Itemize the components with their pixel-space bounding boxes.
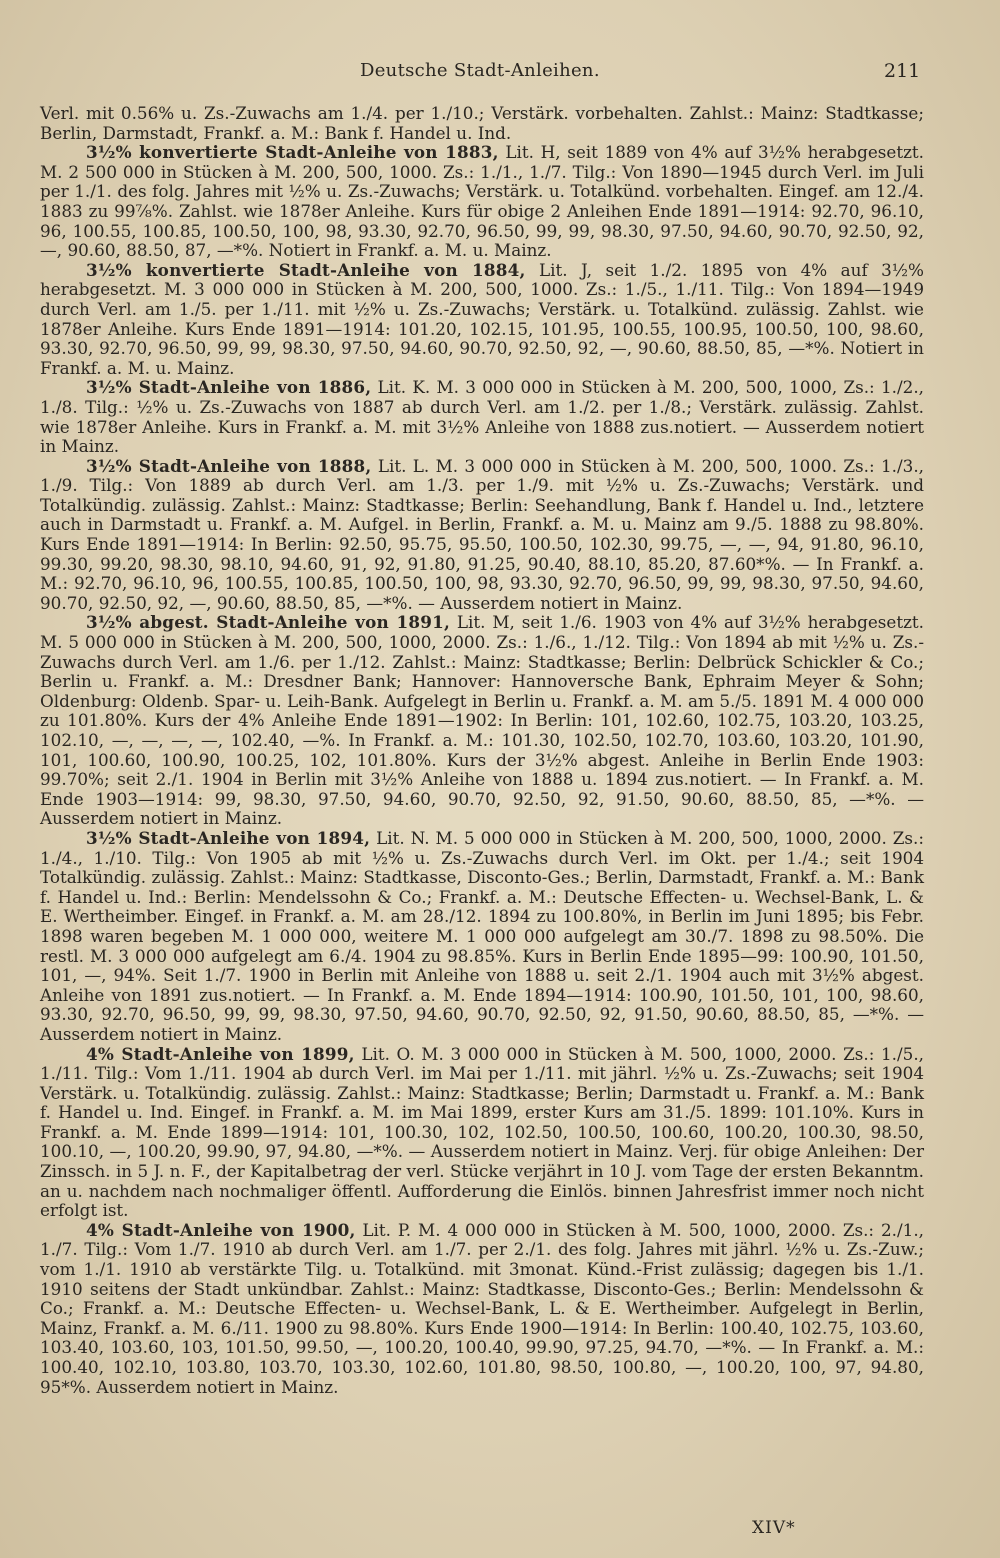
entry-anleihe-1888 <box>40 457 924 614</box>
entry-heading: 3½% konvertierte Stadt-Anleihe von 1884, <box>86 259 526 280</box>
entry-anleihe-1894 <box>40 829 924 1045</box>
page-number: 211 <box>884 60 921 82</box>
entry-text: Lit. J, seit 1./2. 1895 von 4% auf 3½% herabgesetzt. M. 3 000 000 in Stücken à M. 200, 500, 1000. Zs.: 1./5., 1./11. Tilg.: Von 1894—1949 durch Verl. am 1./5. per 1./11. mit ½% u. Zs.-Zuwachs; Verstärk. u. Totalkünd. zulässig. Zahlst. wie 1878er Anleihe. Kurs Ende 1891—1914: 101.20, 102.15, 101.95, 100.55, 100.95, 100.50, 100, 98.60, 93.30, 92.70, 96.50, 99, 99, 98.30, 97.50, 94.60, 90.70, 92.50, 92, —, 90.60, 88.50, 85, —*%. Notiert in Frankf. a. M. u. Mainz. <box>40 259 924 378</box>
entry-heading: 3½% konvertierte Stadt-Anleihe von 1883, <box>86 142 499 163</box>
entry-anleihe-1891 <box>40 613 924 829</box>
signature-mark: XIV* <box>752 1518 796 1538</box>
running-header: Deutsche Stadt-Anleihen. <box>360 60 600 81</box>
entry-heading: 3½% abgest. Stadt-Anleihe von 1891, <box>86 612 451 633</box>
entry-text: Lit. M, seit 1./6. 1903 von 4% auf 3½% herabgesetzt. M. 5 000 000 in Stücken à M. 200, 500, 1000, 2000. Zs.: 1./6., 1./12. Tilg.: Von 1894 ab mit ½% u. Zs.-Zuwachs durch Verl. am 1./6. per 1./12. Zahlst.: Mainz: Stadtkasse; Berlin: Delbrück Schickler & Co.; Berlin u. Frankf. a. M.: Dresdner Bank; Hannover: Hannoversche Bank, Ephraim Meyer & Sohn; Oldenburg: Oldenb. Spar- u. Leih-Bank. Aufgelegt in Berlin u. Frankf. a. M. am 5./5. 1891 M. 4 000 000 zu 101.80%. Kurs der 4% Anleihe Ende 1891—1902: In Berlin: 101, 102.60, 102.75, 103.20, 103.25, 102.10, —, —, —, —, 102.40, —%. In Frankf. a. M.: 101.30, 102.50, 102.70, 103.60, 103.20, 101.90, 101, 100.60, 100.90, 100.25, 102, 101.80%. Kurs der 3½% abgest. Anleihe in Berlin Ende 1903: 99.70%; seit 2./1. 1904 in Berlin mit 3½% Anleihe von 1888 u. 1894 zus.notiert. — In Frankf. a. M. Ende 1903—1914: 99, 98.30, 97.50, 94.60, 90.70, 92.50, 92, 91.50, 90.60, 88.50, 85, —*%. — Ausserdem notiert in Mainz. <box>40 612 924 829</box>
entry-text: Verl. mit 0.56% u. Zs.-Zuwachs am 1./4. per 1./10.; Verstärk. vorbehalten. Zahlst.: Mainz: Stadtkasse; Berlin, Darmstadt, Frankf. a. M.: Bank f. Handel u. Ind. <box>40 103 924 143</box>
entry-heading: 3½% Stadt-Anleihe von 1888, <box>86 455 372 476</box>
entry-text: Lit. P. M. 4 000 000 in Stücken à M. 500, 1000, 2000. Zs.: 2./1., 1./7. Tilg.: Vom 1./7. 1910 ab durch Verl. am 1./7. per 2./1. des folg. Jahres mit jährl. ½% u. Zs.-Zuw.; vom 1./1. 1910 ab verstärkte Tilg. u. Totalkünd. mit 3monat. Künd.-Frist zulässig; dagegen bis 1./1. 1910 seitens der Stadt unkündbar. Zahlst.: Mainz: Stadtkasse, Disconto-Ges.; Berlin: Mendelssohn & Co.; Frankf. a. M.: Deutsche Effecten- u. Wechsel-Bank, L. & E. Wertheimber. Aufgelegt in Berlin, Mainz, Frankf. a. M. 6./11. 1900 zu 98.80%. Kurs Ende 1900—1914: In Berlin: 100.40, 102.75, 103.60, 103.40, 103.60, 103, 101.50, 99.50, —, 100.20, 100.40, 99.90, 97.25, 94.70, —*%. — In Frankf. a. M.: 100.40, 102.10, 103.80, 103.70, 103.30, 102.60, 101.80, 98.50, 100.80, —, 100.20, 100, 97, 94.80, 95*%. Ausserdem notiert in Mainz. <box>40 1219 924 1397</box>
entry-continuation <box>40 104 924 143</box>
entry-text: Lit. K. M. 3 000 000 in Stücken à M. 200, 500, 1000, Zs.: 1./2., 1./8. Tilg.: ½% u. Zs.-Zuwachs von 1887 ab durch Verl. am 1./2. per 1./8.; Verstärk. zulässig. Zahlst. wie 1878er Anleihe. Kurs in Frankf. a. M. mit 3½% Anleihe von 1888 zus.notiert. — Ausserdem notiert in Mainz. <box>40 377 924 457</box>
entry-text: Lit. L. M. 3 000 000 in Stücken à M. 200, 500, 1000. Zs.: 1./3., 1./9. Tilg.: Von 1889 ab durch Verl. am 1./3. per 1./9. mit ½% u. Zs.-Zuwachs; Verstärk. und Totalkündig. zulässig. Zahlst.: Mainz: Stadtkasse; Berlin: Seehandlung, Bank f. Handel u. Ind., letztere auch in Darmstadt u. Frankf. a. M. Aufgel. in Berlin, Frankf. a. M. u. Mainz am 9./5. 1888 zu 98.80%. Kurs Ende 1891—1914: In Berlin: 92.50, 95.75, 95.50, 100.50, 102.30, 99.75, —, —, 94, 91.80, 96.10, 99.30, 99.20, 98.30, 98.10, 94.60, 91, 92, 91.80, 91.25, 90.40, 88.10, 85.20, 87.60*%. — In Frankf. a. M.: 92.70, 96.10, 96, 100.55, 100.85, 100.50, 100, 98, 93.30, 92.70, 96.50, 99, 99, 98.30, 97.50, 94.60, 90.70, 92.50, 92, —, 90.60, 88.50, 85, —*%. — Ausserdem notiert in Mainz. <box>40 455 924 613</box>
entry-text: Lit. H, seit 1889 von 4% auf 3½% herabgesetzt. M. 2 500 000 in Stücken à M. 200, 500, 1000. Zs.: 1./1., 1./7. Tilg.: Von 1890—1945 durch Verl. im Juli per 1./1. des folg. Jahres mit ½% u. Zs.-Zuwachs; Verstärk. u. Totalkünd. vorbehalten. Eingef. am 12./4. 1883 zu 99⅞%. Zahlst. wie 1878er Anleihe. Kurs für obige 2 Anleihen Ende 1891—1914: 92.70, 96.10, 96, 100.55, 100.85, 100.50, 100, 98, 93.30, 92.70, 96.50, 99, 99, 98.30, 97.50, 94.60, 90.70, 92.50, 92, —, 90.60, 88.50, 87, —*%. Notiert in Frankf. a. M. u. Mainz. <box>40 142 924 261</box>
entry-heading: 3½% Stadt-Anleihe von 1886, <box>86 377 372 398</box>
entry-anleihe-1884 <box>40 261 924 379</box>
entry-anleihe-1899 <box>40 1045 924 1221</box>
entry-anleihe-1886 <box>40 378 924 456</box>
entry-text: Lit. O. M. 3 000 000 in Stücken à M. 500, 1000, 2000. Zs.: 1./5., 1./11. Tilg.: Vom 1./11. 1904 ab durch Verl. im Mai per 1./11. mit jährl. ½% u. Zs.-Zuwachs; seit 1904 Verstärk. u. Totalkündig. zulässig. Zahlst.: Mainz: Stadtkasse; Berlin; Darmstadt u. Frankf. a. M.: Bank f. Handel u. Ind. Eingef. in Frankf. a. M. im Mai 1899, erster Kurs am 31./5. 1899: 101.10%. Kurs in Frankf. a. M. Ende 1899—1914: 101, 100.30, 102, 102.50, 100.50, 100.60, 100.20, 100.30, 98.50, 100.10, —, 100.20, 99.90, 97, 94.80, —*%. — Ausserdem notiert in Mainz. Verj. für obige Anleihen: Der Zinssch. in 5 J. n. F., der Kapitalbetrag der verl. Stücke verjährt in 10 J. vom Tage der ersten Bekanntm. an u. nachdem nach nochmaliger öffentl. Aufforderung die Einlös. binnen Jahresfrist immer noch nicht erfolgt ist. <box>40 1043 925 1221</box>
entry-text: Lit. N. M. 5 000 000 in Stücken à M. 200, 500, 1000, 2000. Zs.: 1./4., 1./10. Tilg.: Von 1905 ab mit ½% u. Zs.-Zuwachs durch Verl. im Okt. per 1./4.; seit 1904 Totalkündig. zulässig. Zahlst.: Mainz: Stadtkasse, Disconto-Ges.; Berlin, Darmstadt, Frankf. a. M.: Bank f. Handel u. Ind.: Berlin: Mendelssohn & Co.; Frankf. a. M.: Deutsche Effecten- u. Wechsel-Bank, L. & E. Wertheimber. Eingef. in Frankf. a. M. am 28./12. 1894 zu 100.80%, in Berlin im Juni 1895; bis Febr. 1898 waren begeben M. 1 000 000, weitere M. 1 000 000 aufgelegt am 30./7. 1898 zu 98.50%. Die restl. M. 3 000 000 aufgelegt am 6./4. 1904 zu 98.85%. Kurs in Berlin Ende 1895—99: 100.90, 101.50, 101, —, 94%. Seit 1./7. 1900 in Berlin mit Anleihe von 1888 u. seit 2./1. 1904 auch mit 3½% abgest. Anleihe von 1891 zus.notiert. — In Frankf. a. M. Ende 1894—1914: 100.90, 101.50, 101, 100, 98.60, 93.30, 92.70, 96.50, 99, 99, 98.30, 97.50, 94.60, 90.70, 92.50, 92, 91.50, 90.60, 88.50, 85, —*%. — Ausserdem notiert in Mainz. <box>40 827 924 1044</box>
entry-anleihe-1883 <box>40 143 924 261</box>
entry-heading: 3½% Stadt-Anleihe von 1894, <box>86 827 371 848</box>
body-text <box>40 104 924 1397</box>
entry-heading: 4% Stadt-Anleihe von 1900, <box>86 1219 356 1240</box>
entry-heading: 4% Stadt-Anleihe von 1899, <box>86 1043 355 1064</box>
entry-anleihe-1900 <box>40 1221 924 1397</box>
